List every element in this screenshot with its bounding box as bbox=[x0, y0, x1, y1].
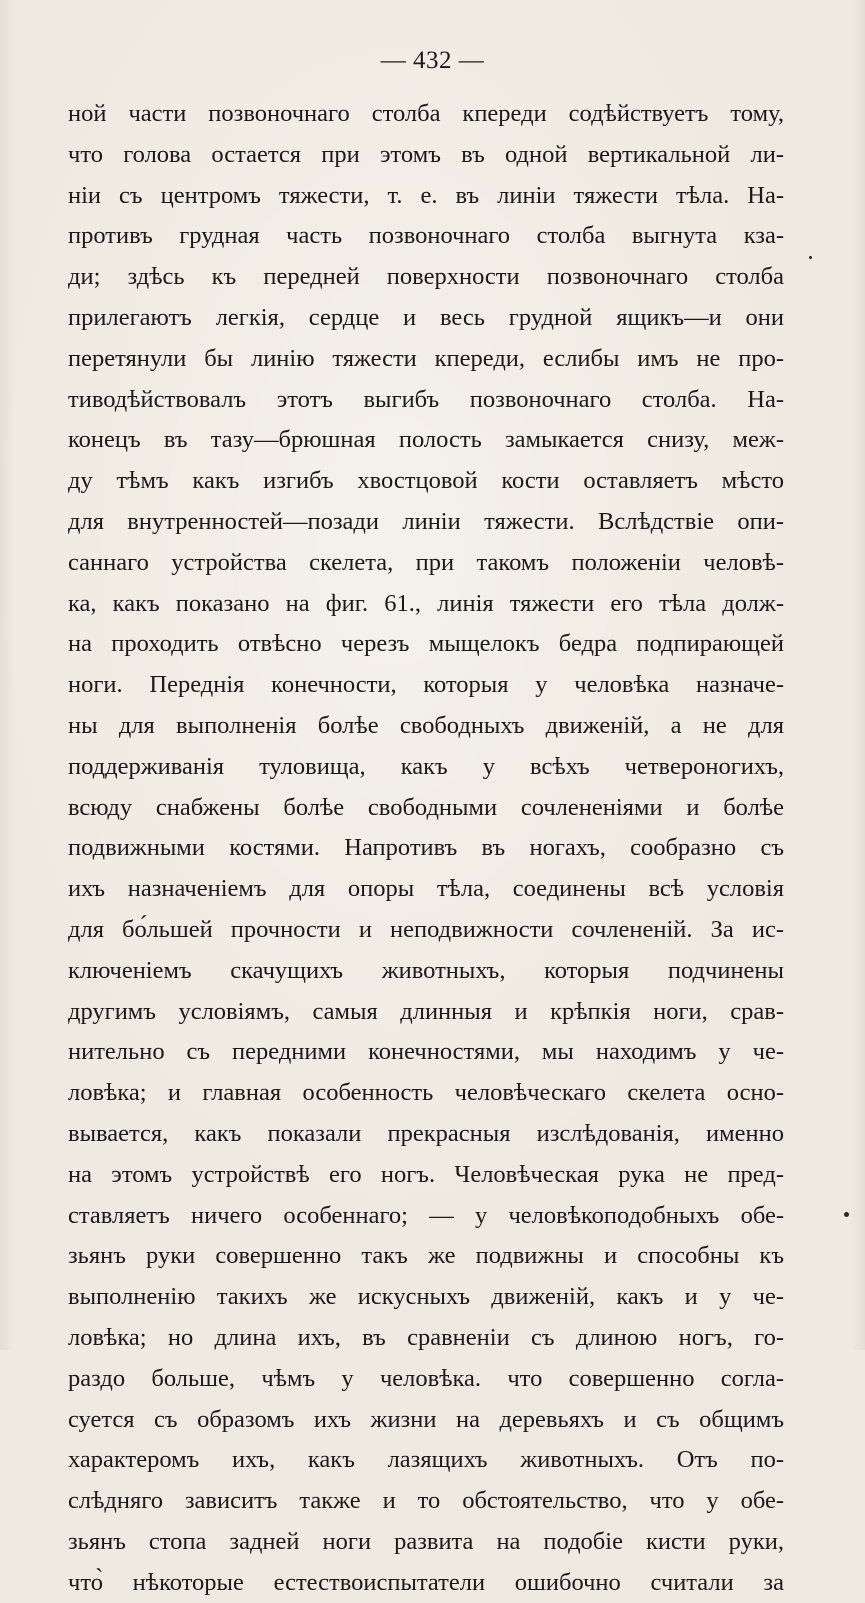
text-line: поддерживанія туловища, какъ у всѣхъ четвероногихъ, bbox=[68, 752, 784, 780]
print-speck-bottom bbox=[844, 1212, 849, 1217]
text-line: подвижными костями. Напротивъ въ ногахъ, сообразно съ bbox=[68, 834, 784, 862]
text-line: что̀ нѣкоторые естествоиспытатели ошибочно считали за bbox=[68, 1568, 784, 1596]
text-line: саннаго устройства скелета, при такомъ положеніи человѣ- bbox=[68, 548, 784, 576]
text-line: противъ грудная часть позвоночнаго столба выгнута кза- bbox=[68, 222, 784, 250]
text-line: ду тѣмъ какъ изгибъ хвостцовой кости оставляетъ мѣсто bbox=[68, 467, 784, 495]
body-text bbox=[68, 94, 784, 1603]
text-line: другимъ условіямъ, самыя длинныя и крѣпкія ноги, срав- bbox=[68, 997, 784, 1025]
text-line: слѣдняго зависитъ также и то обстоятельство, что у обе- bbox=[68, 1487, 784, 1515]
text-line: на этомъ устройствѣ его ногъ. Человѣческая рука не пред- bbox=[68, 1160, 784, 1188]
text-line: ключеніемъ скачущихъ животныхъ, которыя подчинены bbox=[68, 956, 784, 984]
text-line: ка, какъ показано на фиг. 61., линія тяжести его тѣла долж- bbox=[68, 589, 784, 617]
text-line: выполненію такихъ же искусныхъ движеній, какъ и у че- bbox=[68, 1283, 784, 1311]
text-line: перетянули бы линію тяжести кпереди, еслибы имъ не про- bbox=[68, 344, 784, 372]
text-line: зьянъ стопа задней ноги развита на подобіе кисти руки, bbox=[68, 1527, 784, 1555]
text-line: для бо́льшей прочности и неподвижности сочлененій. За ис- bbox=[68, 915, 784, 943]
text-line: на проходить отвѣсно черезъ мыщелокъ бедра подпирающей bbox=[68, 630, 784, 658]
text-line: ной части позвоночнаго столба кпереди содѣйствуетъ тому, bbox=[68, 100, 784, 127]
text-line: конецъ въ тазу—брюшная полость замыкается снизу, меж- bbox=[68, 426, 784, 454]
text-line: характеромъ ихъ, какъ лазящихъ животныхъ. Отъ по- bbox=[68, 1446, 784, 1474]
text-line: суется съ образомъ ихъ жизни на деревьяхъ и съ общимъ bbox=[68, 1405, 784, 1433]
text-line: ны для выполненія болѣе свободныхъ движеній, а не для bbox=[68, 711, 784, 739]
text-line: ноги. Переднія конечности, которыя у человѣка назначе- bbox=[68, 671, 784, 699]
text-line: зьянъ руки совершенно такъ же подвижны и способны къ bbox=[68, 1242, 784, 1270]
text-line: ловѣка; но длина ихъ, въ сравненіи съ длиною ногъ, го- bbox=[68, 1323, 784, 1351]
text-line: тиводѣйствовалъ этотъ выгибъ позвоночнаго столба. На- bbox=[68, 385, 784, 413]
text-line: всюду снабжены болѣе свободными сочлененіями и болѣе bbox=[68, 793, 784, 821]
page-number: — 432 — bbox=[380, 47, 485, 74]
text-line: раздо больше, чѣмъ у человѣка. что совершенно согла- bbox=[68, 1364, 784, 1392]
text-line: для внутренностей—позади линіи тяжести. Вслѣдствіе опи- bbox=[68, 507, 784, 535]
text-line: ставляетъ ничего особеннаго; — у человѣкоподобныхъ обе- bbox=[68, 1201, 784, 1229]
text-line: прилегаютъ легкія, сердце и весь грудной ящикъ—и они bbox=[68, 303, 784, 331]
text-line: что голова остается при этомъ въ одной вертикальной ли- bbox=[68, 140, 784, 168]
text-line: ихъ назначеніемъ для опоры тѣла, соединены всѣ условія bbox=[68, 875, 784, 903]
text-line: нительно съ передними конечностями, мы находимъ у че- bbox=[68, 1038, 784, 1066]
text-line: вывается, какъ показали прекрасныя изслѣдованія, именно bbox=[68, 1119, 784, 1147]
text-line: ди; здѣсь къ передней поверхности позвоночнаго столба bbox=[68, 263, 784, 291]
print-speck-top bbox=[809, 256, 812, 259]
text-line: ловѣка; и главная особенность человѣческаго скелета осно- bbox=[68, 1079, 784, 1107]
text-line: ніи съ центромъ тяжести, т. е. въ линіи тяжести тѣла. На- bbox=[68, 181, 784, 209]
